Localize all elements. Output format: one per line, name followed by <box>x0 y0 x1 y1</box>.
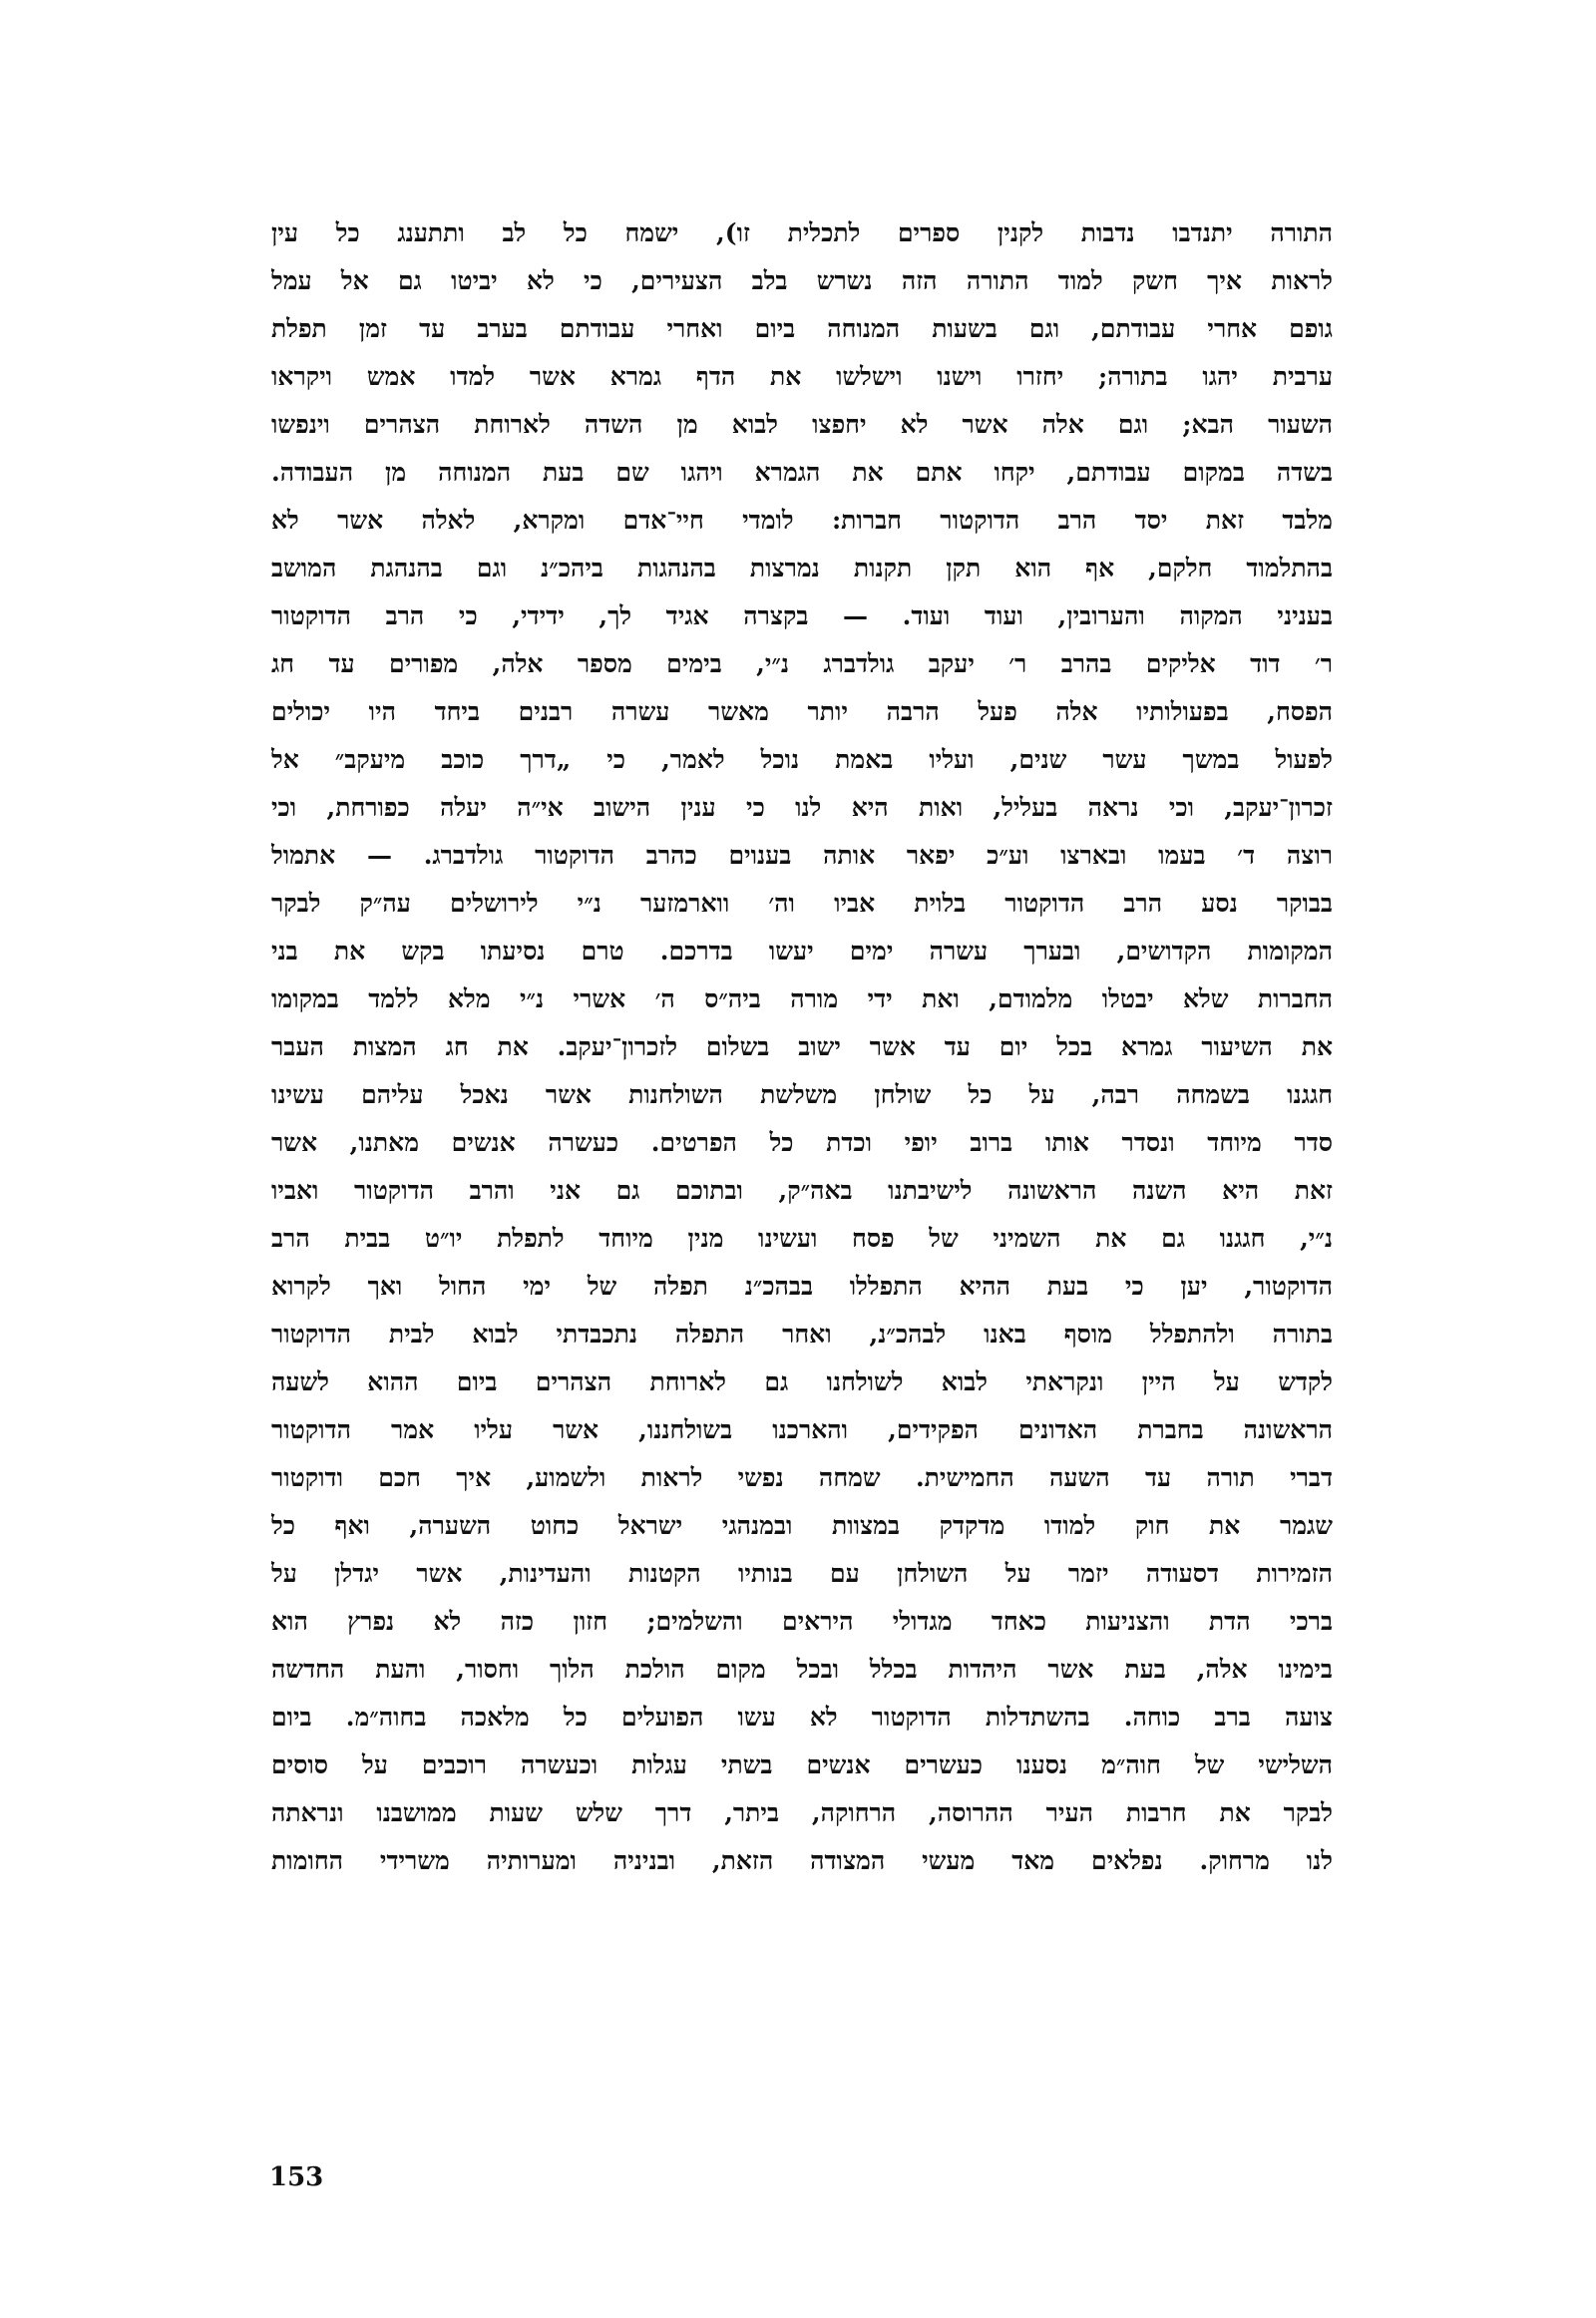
text-line: ברכי הדת והצניעות כאחד מגדולי היראים והשלמים; חזון כזה לא נפרץ הוא <box>271 1607 1333 1636</box>
text-line: החברות שלא יבטלו מלמודם, ואת ידי מורה ביה״ס ה׳ אשרי נ״י מלא ללמד במקומו <box>271 984 1333 1013</box>
text-line: הראשונה בחברת האדונים הפקידים, והארכנו בשולחננו, אשר עליו אמר הדוקטור <box>271 1415 1333 1444</box>
text-line: רוצה ד׳ בעמו ובארצו וע״כ יפאר אותה בענוים כהרב הדוקטור גולדברג. — אתמול <box>271 841 1333 870</box>
text-line: השעור הבא; וגם אלה אשר לא יחפצו לבוא מן השדה לארוחת הצהרים וינפשו <box>271 410 1333 439</box>
text-line: הדוקטור, יען כי בעת ההיא התפללו בבהכ״נ תפלה של ימי החול ואך לקרוא <box>271 1272 1333 1301</box>
text-line: לראות איך חשק למוד התורה הזה נשרש בלב הצעירים, כי לא יביטו גם אל עמל <box>271 266 1333 295</box>
text-line: ר׳ דוד אליקים בהרב ר׳ יעקב גולדברג נ״י, בימים מספר אלה, מפורים עד חג <box>271 649 1333 678</box>
text-line: בעניני המקוה והערובין, ועוד ועוד. — בקצרה אגיד לך, ידידי, כי הרב הדוקטור <box>271 601 1333 630</box>
text-line: חגגנו בשמחה רבה, על כל שולחן משלשת השולחנות אשר נאכל עליהם עשינו <box>271 1080 1333 1109</box>
text-line: צועה ברב כוחה. בהשתדלות הדוקטור לא עשו הפועלים כל מלאכה בחוה״מ. ביום <box>271 1703 1333 1732</box>
text-line: זאת היא השנה הראשונה לישיבתנו באה״ק, ובתוכם גם אני והרב הדוקטור ואביו <box>271 1176 1333 1205</box>
text-line: בשדה במקום עבודתם, יקחו אתם את הגמרא ויהגו שם בעת המנוחה מן העבודה. <box>271 458 1333 487</box>
text-line: נ״י, חגגנו גם את השמיני של פסח ועשינו מנין מיוחד לתפלת יו״ט בבית הרב <box>271 1224 1333 1253</box>
text-line: בימינו אלה, בעת אשר היהדות בכלל ובכל מקום הולכת הלוך וחסור, והעת החדשה <box>271 1655 1333 1684</box>
text-line: שגמר את חוק למודו מדקדק במצוות ובמנהגי ישראל כחוט השערה, ואף כל <box>271 1511 1333 1540</box>
text-line: זכרון־יעקב, וכי נראה בעליל, ואות היא לנו כי ענין הישוב אי״ה יעלה כפורחת, וכי <box>271 793 1333 822</box>
text-line: מלבד זאת יסד הרב הדוקטור חברות: לומדי חיי־אדם ומקרא, לאלה אשר לא <box>271 506 1333 535</box>
text-line: הזמירות דסעודה יזמר על השולחן עם בנותיו הקטנות והעדינות, אשר יגדלן על <box>271 1559 1333 1588</box>
text-line: בהתלמוד חלקם, אף הוא תקן תקנות נמרצות בהנהגות ביהכ״נ וגם בהנהגת המושב <box>271 554 1333 582</box>
text-line: המקומות הקדושים, ובערך עשרה ימים יעשו בדרכם. טרם נסיעתו בקש את בני <box>271 937 1333 966</box>
text-line: גופם אחרי עבודתם, וגם בשעות המנוחה ביום ואחרי עבודתם בערב עד זמן תפלת <box>271 314 1333 343</box>
text-line: הפסח, בפעולותיו אלה פעל הרבה יותר מאשר עשרה רבנים ביחד היו יכולים <box>271 697 1333 726</box>
text-line: ערבית יהגו בתורה; יחזרו וישנו וישלשו את הדף גמרא אשר למדו אמש ויקראו <box>271 362 1333 391</box>
body-text <box>271 209 1333 1885</box>
text-line: השלישי של חוה״מ נסענו כעשרים אנשים בשתי עגלות וכעשרה רוכבים על סוסים <box>271 1750 1333 1779</box>
text-line: התורה יתנדבו נדבות לקנין ספרים לתכלית זו), ישמח כל לב ותתענג כל עין <box>271 218 1333 247</box>
text-line: בבוקר נסע הרב הדוקטור בלוית אביו וה׳ ווארמזער נ״י לירושלים עה״ק לבקר <box>271 889 1333 918</box>
text-line: בתורה ולהתפלל מוסף באנו לבהכ״נ, ואחר התפלה נתכבדתי לבוא לבית הדוקטור <box>271 1320 1333 1349</box>
text-line: לנו מרחוק. נפלאים מאד מעשי המצודה הזאת, ובניניה ומערותיה משרידי החומות <box>271 1846 1333 1875</box>
text-line: את השיעור גמרא בכל יום עד אשר ישוב בשלום לזכרון־יעקב. את חג המצות העבר <box>271 1032 1333 1061</box>
page-number: 153 <box>269 2162 324 2192</box>
text-line: לפעול במשך עשר שנים, ועליו באמת נוכל לאמר, כי „דרך כוכב מיעקב״ אל <box>271 745 1333 774</box>
text-line: לקדש על היין ונקראתי לבוא לשולחנו גם לארוחת הצהרים ביום ההוא לשעה <box>271 1367 1333 1396</box>
text-line: לבקר את חרבות העיר ההרוסה, הרחוקה, ביתר, דרך שלש שעות ממושבנו ונראתה <box>271 1798 1333 1827</box>
text-line: דברי תורה עד השעה החמישית. שמחה נפשי לראות ולשמוע, איך חכם ודוקטור <box>271 1463 1333 1492</box>
text-line: סדר מיוחד ונסדר אותו ברוב יופי וכדת כל הפרטים. כעשרה אנשים מאתנו, אשר <box>271 1128 1333 1157</box>
